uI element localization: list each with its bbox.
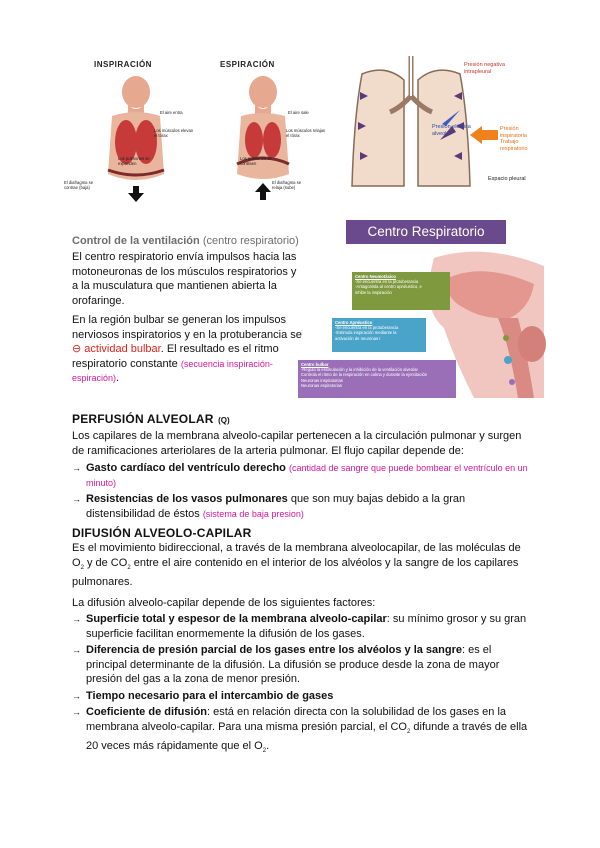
control-section xyxy=(72,234,304,386)
insp-label-musculos: Los músculos elevan el tórax xyxy=(154,128,194,138)
inspiracion-illustration xyxy=(100,74,172,204)
box-neumotaxico: Centro Neumotáxico -Se encuentra en la protuberancia -Antagonista al centro apnéustico, e inhibe la inspiración xyxy=(352,272,450,310)
esp-label-aire: El aire sale xyxy=(288,110,309,115)
centro-respiratorio-figure xyxy=(301,220,550,400)
list-item: → Superficie total y espesor de la membrana alveolo-capilar: su mínimo grosor y su gran superficie facilitan enormemente la difusión de los gases. xyxy=(72,612,530,641)
centro-respiratorio-title: Centro Respiratorio xyxy=(346,220,506,244)
esp-label-musculos: Los músculos relajan el tórax xyxy=(286,128,326,138)
perfusion-heading: PERFUSIÓN ALVEOLAR (Q) xyxy=(72,412,230,426)
esp-label-diafragma: El diafragma se relaja (sube) xyxy=(272,180,302,190)
breathing-figure xyxy=(62,56,332,206)
list-item: → Resistencias de los vasos pulmonares que son muy bajas debido a la gran distensibilidad de éstos (sistema de baja presion) xyxy=(72,492,530,521)
lung-pressure-figure xyxy=(346,56,546,196)
label-presion-negativa: Presión negativa intrapleural xyxy=(464,62,505,75)
box-bulbar: Centro bulbar -Regula la estimulación y la inhibición de la ventilación alveolar Controla el ritmo de la respiración en calma y durante la ejercitación Neuronas inspiratorias Neuronas espiratorias xyxy=(298,360,456,398)
inspiratory-arrow-icon xyxy=(470,126,498,144)
insp-label-aire: El aire entra xyxy=(160,110,183,115)
control-paragraph-2: En la región bulbar se generan los impulsos nerviosos inspiratorios y en la protuberancia se ⊖ actividad bulbar. El resultado es el ritmo respiratorio constante (secuencia inspiración-espiración). xyxy=(72,314,302,384)
list-item: → Gasto cardíaco del ventrículo derecho (cantidad de sangre que puede bombear el ventrículo en un minuto) xyxy=(72,461,530,490)
sequence-note: (secuencia inspiración-espiración) xyxy=(72,358,273,383)
difusion-factors-intro: La difusión alveolo-capilar depende de los siguientes factores: xyxy=(72,596,376,609)
list-item: → Coeficiente de difusión: está en relación directa con la solubilidad de los gases en la membrana alveolo-capilar. Para una misma presión parcial, el $CO_2$ difunde a través de ella 20 veces más rápidamente que el $O_2$. xyxy=(72,705,530,759)
box-apneustico: Centro Apnéustico -Se encuentra en la protuberancia -Estimula inspiración mediante la activación de neuronas I xyxy=(332,318,426,352)
difusion-list xyxy=(72,612,530,759)
label-presion-elastica: Presión elástica alveolar xyxy=(432,124,471,137)
esp-label-pulmones: Los pulmones se contraen xyxy=(240,156,272,166)
list-item: → Diferencia de presión parcial de los gases entre los alvéolos y la sangre: es el principal determinante de la difusión. La difusión se produce desde la zona de mayor presión del gas a la zona de menor presión. xyxy=(72,643,530,687)
difusion-heading: DIFUSIÓN ALVEOLO-CAPILAR xyxy=(72,526,252,540)
inspiracion-title: INSPIRACIÓN xyxy=(94,60,152,69)
perfusion-list xyxy=(72,461,530,521)
perfusion-section xyxy=(72,410,530,523)
difusion-section xyxy=(72,526,530,761)
difusion-intro: Es el movimiento bidireccional, a través de la membrana alveolocapilar, de las moléculas de $O_2$ y de $CO_2$ entre el aire contenido en el interior de los alvéolos y la sangre de los capilares pulmonares. xyxy=(72,542,521,589)
list-item: → Tiempo necesario para el intercambio de gases xyxy=(72,689,530,704)
label-espacio-pleural: Espacio pleural xyxy=(488,176,526,182)
perfusion-intro: Los capilares de la membrana alveolo-capilar pertenecen a la circulación pulmonar y surgen de ramificaciones arteriolares de la arteria pulmonar. El flujo capilar depende de: xyxy=(72,430,522,457)
control-heading: Control de la ventilación (centro respiratorio) xyxy=(72,235,299,247)
label-presion-inspiratoria: Presión inspiratoria Trabajo respiratorio xyxy=(500,126,528,152)
bulbar-activity-text: ⊖ actividad bulbar xyxy=(72,343,161,355)
espiracion-title: ESPIRACIÓN xyxy=(220,60,275,69)
control-paragraph-1: El centro respiratorio envía impulsos hacia las motoneuronas de los músculos respiratorios y a la musculatura que mantienen abierta la orofaringe. xyxy=(72,251,297,307)
insp-label-diafragma: El diafragma se contrae (baja) xyxy=(64,180,94,190)
insp-label-pulmones: Los pulmones se expanden xyxy=(118,156,150,166)
